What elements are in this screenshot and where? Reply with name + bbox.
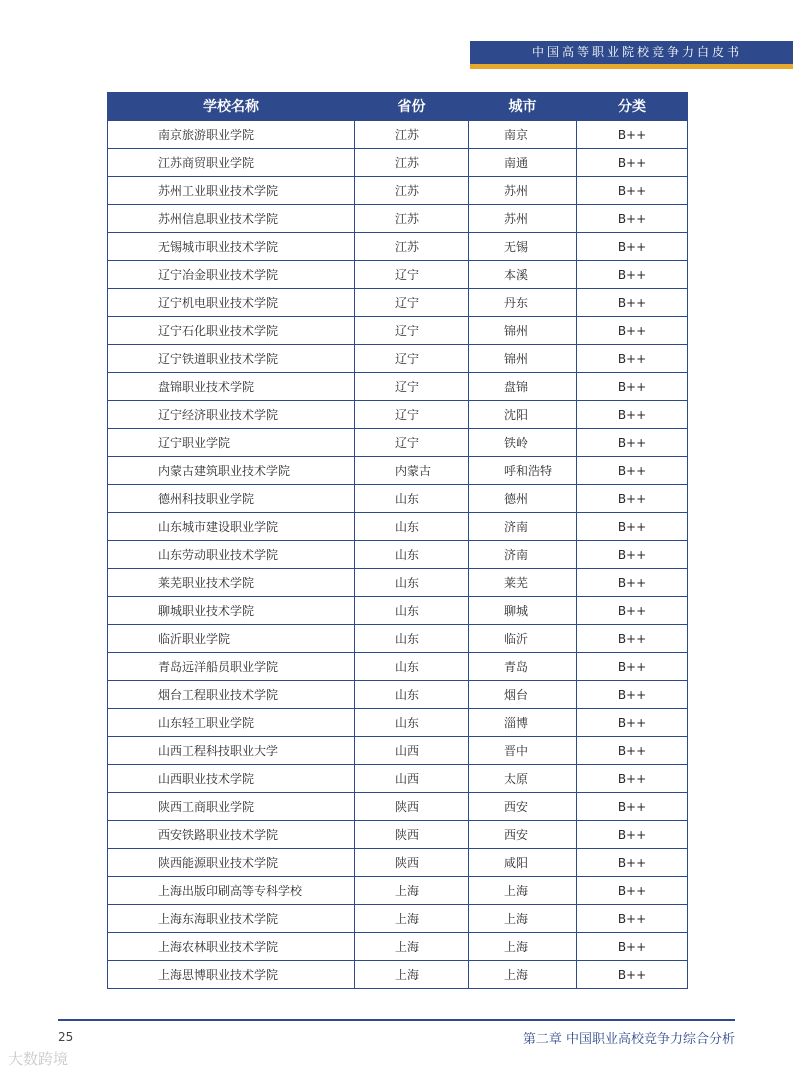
school-name-cell: 山东城市建设职业学院	[108, 513, 355, 541]
table-row	[108, 905, 688, 933]
category-cell: B++	[577, 289, 688, 317]
table-row	[108, 933, 688, 961]
table-row	[108, 961, 688, 989]
table-row	[108, 681, 688, 709]
table-body	[108, 121, 688, 989]
category-cell: B++	[577, 765, 688, 793]
school-name-cell: 江苏商贸职业学院	[108, 149, 355, 177]
school-name-cell: 青岛远洋船员职业学院	[108, 653, 355, 681]
school-name-cell: 辽宁石化职业技术学院	[108, 317, 355, 345]
category-cell: B++	[577, 205, 688, 233]
province-cell: 江苏	[355, 205, 469, 233]
table-row	[108, 653, 688, 681]
province-cell: 山东	[355, 709, 469, 737]
city-cell: 临沂	[469, 625, 577, 653]
city-cell: 上海	[469, 933, 577, 961]
city-cell: 西安	[469, 793, 577, 821]
province-cell: 内蒙古	[355, 457, 469, 485]
province-cell: 山西	[355, 765, 469, 793]
city-cell: 济南	[469, 513, 577, 541]
category-cell: B++	[577, 625, 688, 653]
category-cell: B++	[577, 233, 688, 261]
school-name-cell: 山东轻工职业学院	[108, 709, 355, 737]
school-name-cell: 辽宁机电职业技术学院	[108, 289, 355, 317]
city-cell: 太原	[469, 765, 577, 793]
table-row	[108, 149, 688, 177]
table-row	[108, 625, 688, 653]
table-row	[108, 737, 688, 765]
city-cell: 铁岭	[469, 429, 577, 457]
city-cell: 苏州	[469, 205, 577, 233]
category-cell: B++	[577, 485, 688, 513]
table-row	[108, 373, 688, 401]
category-cell: B++	[577, 933, 688, 961]
city-cell: 淄博	[469, 709, 577, 737]
province-cell: 辽宁	[355, 373, 469, 401]
province-cell: 山东	[355, 513, 469, 541]
city-cell: 盘锦	[469, 373, 577, 401]
city-cell: 咸阳	[469, 849, 577, 877]
table-row	[108, 877, 688, 905]
province-cell: 辽宁	[355, 289, 469, 317]
province-cell: 江苏	[355, 149, 469, 177]
city-cell: 锦州	[469, 317, 577, 345]
province-cell: 山西	[355, 737, 469, 765]
city-cell: 苏州	[469, 177, 577, 205]
category-cell: B++	[577, 961, 688, 989]
city-cell: 锦州	[469, 345, 577, 373]
province-cell: 辽宁	[355, 401, 469, 429]
category-cell: B++	[577, 681, 688, 709]
school-name-cell: 辽宁职业学院	[108, 429, 355, 457]
table-row	[108, 261, 688, 289]
province-cell: 辽宁	[355, 345, 469, 373]
school-name-cell: 山西职业技术学院	[108, 765, 355, 793]
table-row	[108, 401, 688, 429]
school-name-cell: 山西工程科技职业大学	[108, 737, 355, 765]
table-row	[108, 597, 688, 625]
school-name-cell: 上海农林职业技术学院	[108, 933, 355, 961]
city-cell: 无锡	[469, 233, 577, 261]
table-row	[108, 709, 688, 737]
school-name-cell: 盘锦职业技术学院	[108, 373, 355, 401]
category-cell: B++	[577, 317, 688, 345]
province-cell: 山东	[355, 541, 469, 569]
city-cell: 烟台	[469, 681, 577, 709]
category-cell: B++	[577, 653, 688, 681]
category-cell: B++	[577, 709, 688, 737]
category-cell: B++	[577, 569, 688, 597]
category-cell: B++	[577, 457, 688, 485]
school-name-cell: 德州科技职业学院	[108, 485, 355, 513]
category-cell: B++	[577, 401, 688, 429]
city-cell: 呼和浩特	[469, 457, 577, 485]
category-cell: B++	[577, 177, 688, 205]
city-cell: 本溪	[469, 261, 577, 289]
city-cell: 南京	[469, 121, 577, 149]
city-cell: 晋中	[469, 737, 577, 765]
school-name-cell: 上海思博职业技术学院	[108, 961, 355, 989]
school-name-cell: 上海出版印刷高等专科学校	[108, 877, 355, 905]
category-cell: B++	[577, 345, 688, 373]
province-cell: 上海	[355, 905, 469, 933]
category-cell: B++	[577, 261, 688, 289]
city-cell: 丹东	[469, 289, 577, 317]
school-name-cell: 上海东海职业技术学院	[108, 905, 355, 933]
category-cell: B++	[577, 541, 688, 569]
province-cell: 山东	[355, 569, 469, 597]
table-row	[108, 233, 688, 261]
table-row	[108, 317, 688, 345]
province-cell: 山东	[355, 485, 469, 513]
table-row	[108, 345, 688, 373]
city-cell: 沈阳	[469, 401, 577, 429]
column-header-province: 省份	[355, 92, 469, 121]
school-name-cell: 莱芜职业技术学院	[108, 569, 355, 597]
category-cell: B++	[577, 737, 688, 765]
page-number: 25	[58, 1030, 74, 1044]
table-row	[108, 457, 688, 485]
category-cell: B++	[577, 877, 688, 905]
table-row	[108, 569, 688, 597]
school-name-cell: 辽宁铁道职业技术学院	[108, 345, 355, 373]
watermark: 大数跨境	[8, 1050, 69, 1068]
category-cell: B++	[577, 905, 688, 933]
city-cell: 上海	[469, 905, 577, 933]
school-table	[107, 92, 688, 989]
school-name-cell: 聊城职业技术学院	[108, 597, 355, 625]
province-cell: 江苏	[355, 177, 469, 205]
school-name-cell: 内蒙古建筑职业技术学院	[108, 457, 355, 485]
category-cell: B++	[577, 121, 688, 149]
school-name-cell: 无锡城市职业技术学院	[108, 233, 355, 261]
province-cell: 山东	[355, 625, 469, 653]
table-row	[108, 821, 688, 849]
category-cell: B++	[577, 149, 688, 177]
table-row	[108, 289, 688, 317]
table-row	[108, 205, 688, 233]
chapter-title: 第二章 中国职业高校竞争力综合分析	[522, 1032, 735, 1047]
city-cell: 莱芜	[469, 569, 577, 597]
province-cell: 辽宁	[355, 317, 469, 345]
header-accent-bar	[470, 64, 793, 69]
category-cell: B++	[577, 373, 688, 401]
city-cell: 上海	[469, 961, 577, 989]
category-cell: B++	[577, 513, 688, 541]
province-cell: 辽宁	[355, 429, 469, 457]
category-cell: B++	[577, 849, 688, 877]
province-cell: 山东	[355, 681, 469, 709]
school-name-cell: 南京旅游职业学院	[108, 121, 355, 149]
city-cell: 南通	[469, 149, 577, 177]
table-row	[108, 177, 688, 205]
city-cell: 聊城	[469, 597, 577, 625]
column-header-school-name: 学校名称	[108, 92, 355, 121]
school-name-cell: 辽宁经济职业技术学院	[108, 401, 355, 429]
table-row	[108, 765, 688, 793]
table-row	[108, 429, 688, 457]
table-header-row	[108, 92, 688, 121]
table-row	[108, 513, 688, 541]
province-cell: 江苏	[355, 121, 469, 149]
province-cell: 陕西	[355, 793, 469, 821]
header-title: 中国高等职业院校竞争力白皮书	[470, 41, 793, 64]
school-name-cell: 烟台工程职业技术学院	[108, 681, 355, 709]
category-cell: B++	[577, 821, 688, 849]
school-name-cell: 陕西能源职业技术学院	[108, 849, 355, 877]
province-cell: 陕西	[355, 849, 469, 877]
province-cell: 上海	[355, 933, 469, 961]
city-cell: 济南	[469, 541, 577, 569]
school-name-cell: 辽宁冶金职业技术学院	[108, 261, 355, 289]
province-cell: 江苏	[355, 233, 469, 261]
table-row	[108, 121, 688, 149]
category-cell: B++	[577, 597, 688, 625]
school-name-cell: 苏州信息职业技术学院	[108, 205, 355, 233]
province-cell: 上海	[355, 877, 469, 905]
table-row	[108, 793, 688, 821]
school-name-cell: 陕西工商职业学院	[108, 793, 355, 821]
city-cell: 西安	[469, 821, 577, 849]
column-header-category: 分类	[577, 92, 688, 121]
province-cell: 山东	[355, 597, 469, 625]
footer-divider	[58, 1019, 735, 1021]
school-name-cell: 临沂职业学院	[108, 625, 355, 653]
province-cell: 上海	[355, 961, 469, 989]
school-name-cell: 苏州工业职业技术学院	[108, 177, 355, 205]
province-cell: 山东	[355, 653, 469, 681]
table-row	[108, 485, 688, 513]
city-cell: 德州	[469, 485, 577, 513]
category-cell: B++	[577, 793, 688, 821]
column-header-city: 城市	[469, 92, 577, 121]
school-name-cell: 山东劳动职业技术学院	[108, 541, 355, 569]
school-name-cell: 西安铁路职业技术学院	[108, 821, 355, 849]
province-cell: 陕西	[355, 821, 469, 849]
city-cell: 青岛	[469, 653, 577, 681]
city-cell: 上海	[469, 877, 577, 905]
province-cell: 辽宁	[355, 261, 469, 289]
table-row	[108, 541, 688, 569]
table-row	[108, 849, 688, 877]
category-cell: B++	[577, 429, 688, 457]
